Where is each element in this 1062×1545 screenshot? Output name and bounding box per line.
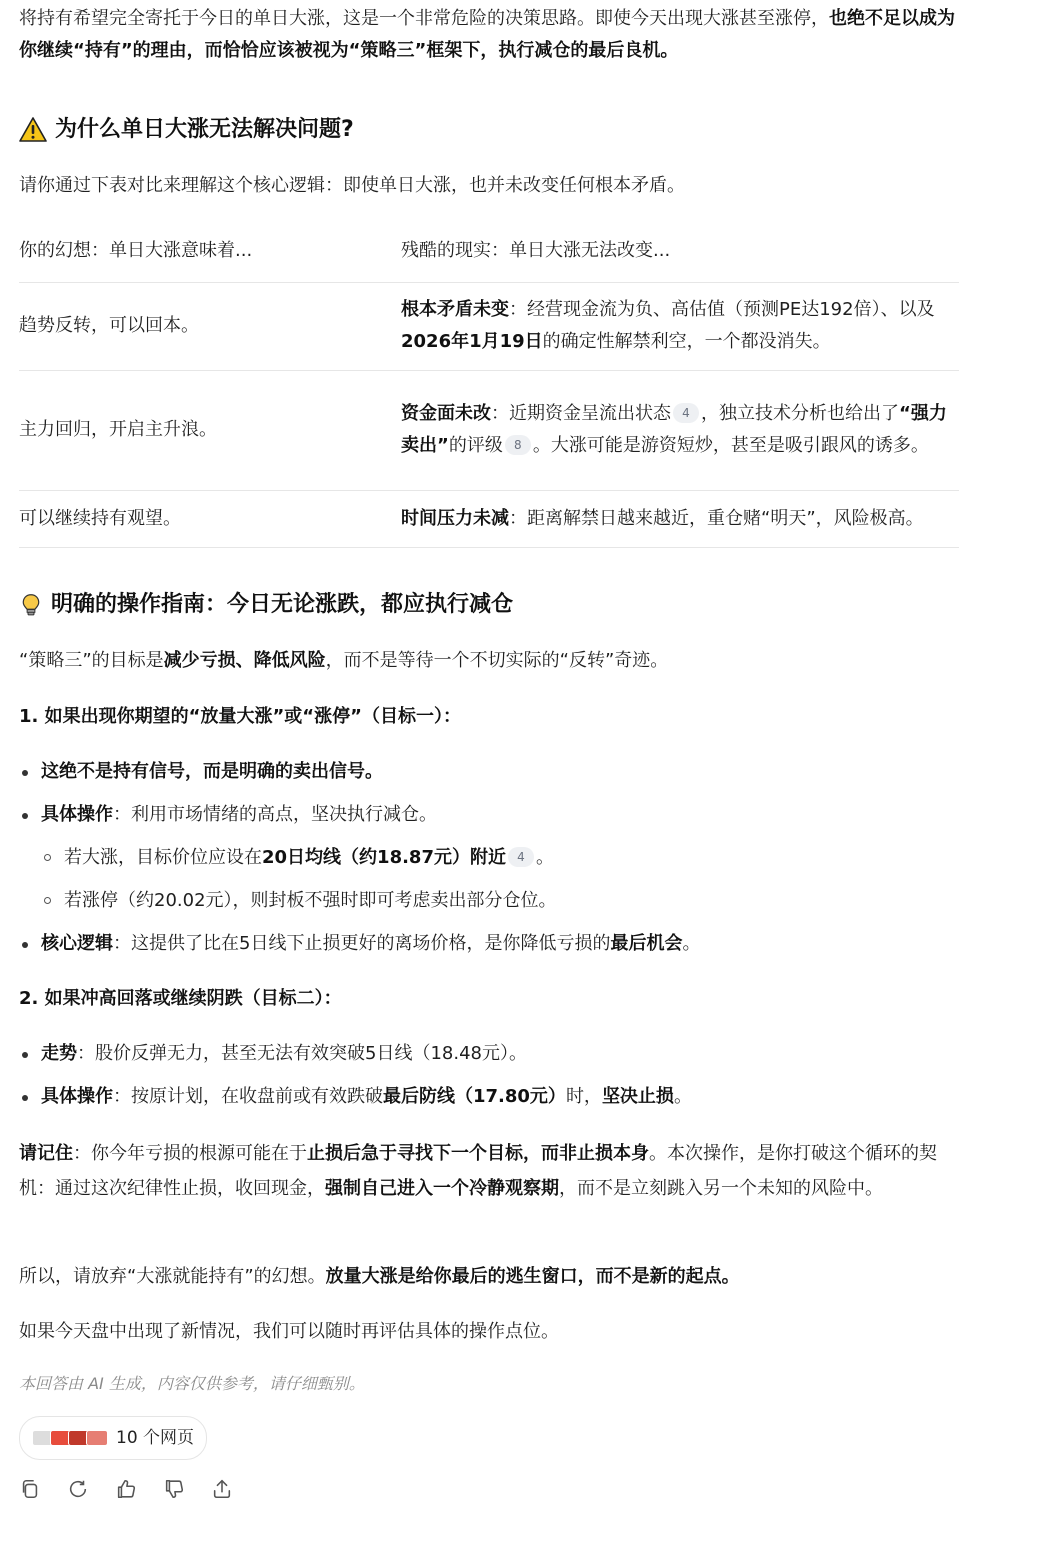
conclusion-bold: 放量大涨是给你最后的逃生窗口，而不是新的起点。 (325, 1266, 740, 1287)
cell-bold: “强力卖出” (401, 403, 947, 456)
remember-bold: 止损后急于寻找下一个目标，而非止损本身 (307, 1143, 649, 1164)
list-text: ：这提供了比在5日线下止损更好的离场价格，是你降低亏损的 (113, 933, 611, 954)
cell-text: ：经营现金流为负、高估值（预测PE达192倍）、以及 (509, 299, 935, 320)
lightbulb-icon (19, 591, 43, 619)
list-item (19, 799, 964, 842)
target1-title: 1. 如果出现你期望的“放量大涨”或“涨停”（目标一）： (19, 706, 461, 727)
lead-text: “策略三”的目标是 (19, 650, 164, 671)
list-bold: 坚决止损 (601, 1086, 674, 1107)
cell-text: 的评级 (448, 435, 503, 456)
table-cell-fantasy: 趋势反转，可以回本。 (19, 282, 401, 370)
list-bold: 这绝不是持有信号，而是明确的卖出信号。 (41, 761, 383, 782)
conclusion-text: 所以，请放弃“大涨就能持有”的幻想。 (19, 1266, 326, 1287)
share-icon[interactable] (211, 1478, 233, 1500)
cell-text: ：距离解禁日越来越近，重仓赌“明天”，风险极高。 (509, 507, 924, 529)
regenerate-icon[interactable] (67, 1478, 89, 1500)
ai-disclaimer: 本回答由 AI 生成，内容仅供参考，请仔细甄别。 (19, 1374, 365, 1393)
remember-text: ：你今年亏损的根源可能在于 (73, 1143, 307, 1164)
lead-text: ，而不是等待一个不切实际的“反转”奇迹。 (325, 650, 669, 671)
remember-text: 。本次操作，是你打破这个循环的契机：通过这次纪律性止损，收回现金， (19, 1143, 937, 1199)
table-header-fantasy: 你的幻想：单日大涨意味着... (19, 220, 401, 282)
list-text: 。 (673, 1086, 692, 1107)
target2-title: 2. 如果冲高回落或继续阴跌（目标二）： (19, 988, 342, 1009)
sources-button[interactable] (19, 1416, 207, 1460)
list-item (19, 756, 964, 799)
list-item (19, 1038, 964, 1081)
copy-icon[interactable] (19, 1478, 41, 1500)
list-bold: 具体操作 (41, 804, 113, 825)
source-favicons (32, 1430, 108, 1446)
list-item (19, 1081, 964, 1124)
section-guide-title: 明确的操作指南：今日无论涨跌，都应执行减仓 (51, 592, 514, 617)
sources-label: 10 个网页 (116, 1428, 195, 1448)
table-cell-reality (401, 282, 959, 370)
closing-paragraph: 如果今天盘中出现了新情况，我们可以随时再评估具体的操作点位。 (19, 1321, 559, 1342)
section-why-heading (19, 114, 964, 146)
list-bold: 最后机会 (610, 933, 683, 954)
favicon-icon (86, 1430, 108, 1446)
table-cell-fantasy: 主力回归，开启主升浪。 (19, 370, 401, 490)
table-header-reality: 残酷的现实：单日大涨无法改变... (401, 220, 959, 282)
conclusion-paragraph (19, 1261, 964, 1293)
table-row (19, 282, 959, 370)
intro-bold: 也绝不足以成为你继续“持有”的理由，而恰恰应该被视为“策略三”框架下，执行减仓的最后良机。 (19, 8, 955, 61)
list-text: 若涨停（约20.02元），则封板不强时即可考虑卖出部分仓位。 (64, 890, 557, 911)
sub-list-item (19, 885, 964, 928)
warning-icon (19, 116, 47, 144)
thumbs-down-icon[interactable] (163, 1478, 185, 1500)
table-header-row (19, 220, 959, 282)
section-guide-lead (19, 645, 964, 677)
lead-bold: 减少亏损、降低风险 (163, 650, 326, 671)
cell-text: ：近期资金呈流出状态 (491, 403, 671, 424)
list-text: 。 (535, 847, 554, 868)
list-bold: 具体操作 (41, 1086, 113, 1107)
cell-text: 。大涨可能是游资短炒，甚至是吸引跟风的诱多。 (532, 435, 929, 456)
sub-list-item (19, 842, 964, 885)
list-text: 时， (565, 1086, 602, 1107)
thumbs-up-icon[interactable] (115, 1478, 137, 1500)
citation-badge[interactable]: 4 (673, 403, 699, 423)
list-bold: 20日均线（约18.87元）附近 (262, 847, 506, 868)
remember-text: ，而不是立刻跳入另一个未知的风险中。 (559, 1178, 883, 1199)
table-row (19, 370, 959, 490)
action-bar (19, 1478, 233, 1500)
citation-badge[interactable]: 8 (505, 435, 531, 455)
list-item (19, 928, 964, 971)
cell-bold: 根本矛盾未变 (401, 299, 509, 320)
list-text: ：按原计划，在收盘前或有效跌破 (113, 1086, 383, 1107)
section-guide-heading (19, 589, 964, 621)
comparison-table (19, 220, 959, 548)
table-cell-reality (401, 370, 959, 490)
cell-bold: 2026年1月19日 (401, 331, 543, 352)
cell-text: ，独立技术分析也给出了 (701, 403, 899, 424)
list-bold: 核心逻辑 (41, 933, 113, 954)
remember-bold: 强制自己进入一个冷静观察期 (325, 1178, 559, 1199)
table-row (19, 490, 959, 547)
table-cell-fantasy: 可以继续持有观望。 (19, 490, 401, 547)
section-why-lead: 请你通过下表对比来理解这个核心逻辑：即使单日大涨，也并未改变任何根本矛盾。 (19, 175, 685, 196)
cell-bold: 时间压力未减 (401, 507, 509, 529)
section-why-title: 为什么单日大涨无法解决问题? (55, 117, 354, 142)
intro-text: 将持有希望完全寄托于今日的单日大涨，这是一个非常危险的决策思路。即使今天出现大涨甚至涨停， (19, 8, 829, 29)
list-text: 若大涨，目标价位应设在 (64, 847, 262, 868)
remember-bold: 请记住 (19, 1143, 73, 1164)
target1-list (19, 756, 964, 971)
cell-text: 的确定性解禁利空，一个都没消失。 (542, 331, 831, 352)
list-text: 。 (682, 933, 701, 954)
intro-paragraph (19, 3, 964, 67)
table-cell-reality (401, 490, 959, 547)
citation-badge[interactable]: 4 (508, 847, 534, 867)
cell-bold: 资金面未改 (401, 403, 491, 424)
list-bold: 最后防线（17.80元） (383, 1086, 566, 1107)
list-text: ：股价反弹无力，甚至无法有效突破5日线（18.48元）。 (77, 1043, 527, 1064)
remember-paragraph (19, 1136, 964, 1206)
list-bold: 走势 (41, 1043, 77, 1064)
list-text: ：利用市场情绪的高点，坚决执行减仓。 (113, 804, 437, 825)
target2-list (19, 1038, 964, 1124)
